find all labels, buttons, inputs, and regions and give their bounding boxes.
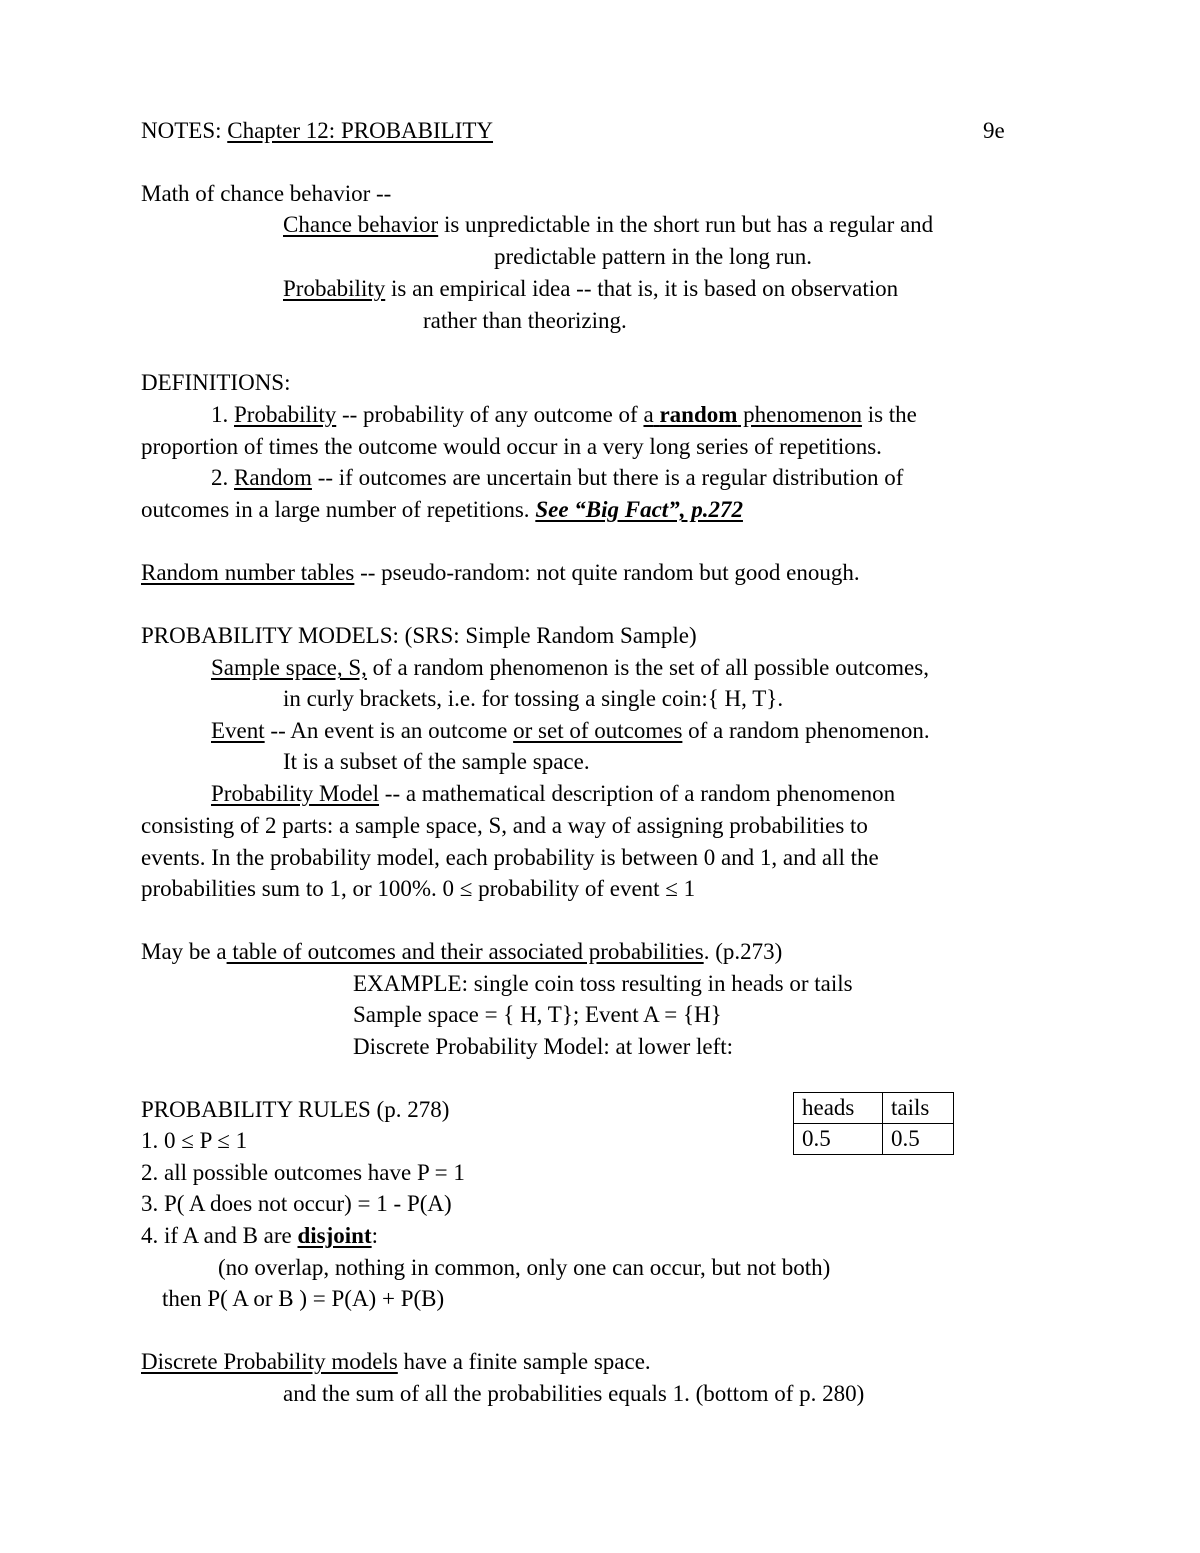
table-row <box>794 1124 954 1155</box>
definition-1: 1. Probability -- probability of any outcome of a random phenomenon is the <box>211 402 917 427</box>
table-header-tails: tails <box>883 1093 954 1124</box>
rule-4: 4. if A and B are disjoint: <box>141 1223 379 1248</box>
event-term: Event <box>211 718 265 743</box>
event-line-2: It is a subset of the sample space. <box>283 749 590 774</box>
edition-label: 9e <box>983 118 1005 143</box>
rule-1: 1. 0 ≤ P ≤ 1 <box>141 1128 248 1153</box>
chance-behavior-term: Chance behavior <box>283 212 439 237</box>
rule-4-note: (no overlap, nothing in common, only one can occur, but not both) <box>218 1255 831 1280</box>
page-title-line <box>141 117 493 145</box>
chance-behavior-line-2: predictable pattern in the long run. <box>494 244 813 269</box>
probability-intro-line-2: rather than theorizing. <box>423 308 627 333</box>
probability-model-line: Probability Model -- a mathematical description of a random phenomenon <box>211 781 896 806</box>
chapter-title: Chapter 12: PROBABILITY <box>227 118 494 143</box>
discrete-models-line: Discrete Probability models have a finite sample space. <box>141 1349 651 1374</box>
table-cell-tails-prob: 0.5 <box>883 1124 954 1155</box>
discrete-models-line-2: and the sum of all the probabilities equals 1. (bottom of p. 280) <box>283 1381 865 1406</box>
definition-1-line-2: proportion of times the outcome would occur in a very long series of repetitions. <box>141 434 882 459</box>
random-number-tables-line: Random number tables -- pseudo-random: not quite random but good enough. <box>141 560 860 585</box>
example-discrete-model: Discrete Probability Model: at lower left: <box>353 1034 734 1059</box>
intro-heading: Math of chance behavior -- <box>141 181 392 206</box>
sample-space-line-2: in curly brackets, i.e. for tossing a single coin:{ H, T}. <box>283 686 784 711</box>
coin-probability-table <box>793 1092 954 1155</box>
random-number-tables-term: Random number tables <box>141 560 355 585</box>
table-intro-line: May be a table of outcomes and their associated probabilities. (p.273) <box>141 939 783 964</box>
probability-rules-heading: PROBABILITY RULES (p. 278) <box>141 1097 450 1122</box>
rule-3: 3. P( A does not occur) = 1 - P(A) <box>141 1191 452 1216</box>
table-header-heads: heads <box>794 1093 883 1124</box>
random-phenomenon-term: a random phenomenon <box>643 402 862 427</box>
probability-model-term: Probability Model <box>211 781 380 806</box>
sample-space-term: Sample space, S, <box>211 655 367 680</box>
probability-model-line-2: consisting of 2 parts: a sample space, S, and a way of assigning probabilities to <box>141 813 868 838</box>
table-row <box>794 1093 954 1124</box>
disjoint-term: disjoint <box>297 1223 372 1248</box>
probability-model-line-3: events. In the probability model, each probability is between 0 and 1, and all the <box>141 845 879 870</box>
definition-2: 2. Random -- if outcomes are uncertain but there is a regular distribution of <box>211 465 904 490</box>
discrete-models-term: Discrete Probability models <box>141 1349 398 1374</box>
event-line: Event -- An event is an outcome or set of outcomes of a random phenomenon. <box>211 718 930 743</box>
probability-term: Probability <box>283 276 386 301</box>
table-cell-heads-prob: 0.5 <box>794 1124 883 1155</box>
example-sample-space: Sample space = { H, T}; Event A = {H} <box>353 1002 722 1027</box>
definition-2-line-2: outcomes in a large number of repetitions. See “Big Fact”, p.272 <box>141 497 743 522</box>
big-fact-reference: See “Big Fact”, p.272 <box>535 497 743 522</box>
rule-4-then: then P( A or B ) = P(A) + P(B) <box>162 1286 445 1311</box>
probability-model-line-4: probabilities sum to 1, or 100%. 0 ≤ probability of event ≤ 1 <box>141 876 696 901</box>
example-line: EXAMPLE: single coin toss resulting in heads or tails <box>353 971 853 996</box>
probability-models-heading: PROBABILITY MODELS: (SRS: Simple Random Sample) <box>141 623 697 648</box>
sample-space-line: Sample space, S, of a random phenomenon is the set of all possible outcomes, <box>211 655 929 680</box>
chance-behavior-line: Chance behavior is unpredictable in the short run but has a regular and <box>283 212 934 237</box>
probability-intro-line: Probability is an empirical idea -- that is, it is based on observation <box>283 276 899 301</box>
definitions-heading: DEFINITIONS: <box>141 370 291 395</box>
notes-label: NOTES: <box>141 118 222 143</box>
rule-2: 2. all possible outcomes have P = 1 <box>141 1160 465 1185</box>
